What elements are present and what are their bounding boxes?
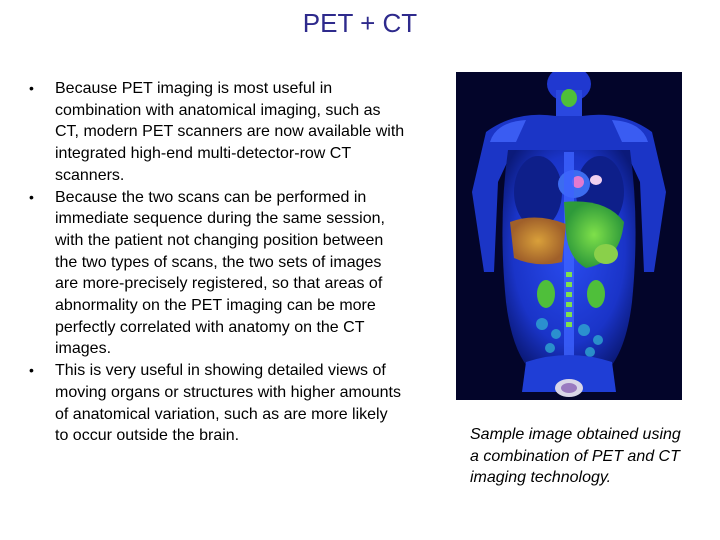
bullet-point-icon: • (29, 362, 34, 379)
bullet-point-icon: • (29, 80, 34, 96)
bullet-text: Because PET imaging is most useful in combination with anatomical imaging, such as CT, modern PET scanners are now available with integrated high-end multi-detector-row CT scanners. (55, 80, 405, 184)
bullet-point-icon: • (29, 188, 34, 205)
bullet-list (0, 78, 420, 447)
bullet-text: This is very useful in showing detailed views of moving organs or structures with higher amounts of anatomical variation, such as are more likely to occur outside the brain. (55, 362, 401, 445)
image-caption: Sample image obtained using a combination of PET and CT imaging technology. (470, 426, 681, 487)
bullet-item (0, 360, 420, 447)
slide-title: PET + CT (302, 8, 418, 38)
bullet-text: Because the two scans can be performed in immediate sequence during the same session, with the patient not changing position between the two types of scans, the two sets of images are more-precisely registered, so that areas of abnormality on the PET imaging can be more perfectly correlated with anatomy on the CT images. (55, 188, 385, 358)
bullet-item (0, 78, 420, 187)
bullet-item (0, 187, 420, 361)
pet-ct-scan-image (456, 72, 682, 400)
